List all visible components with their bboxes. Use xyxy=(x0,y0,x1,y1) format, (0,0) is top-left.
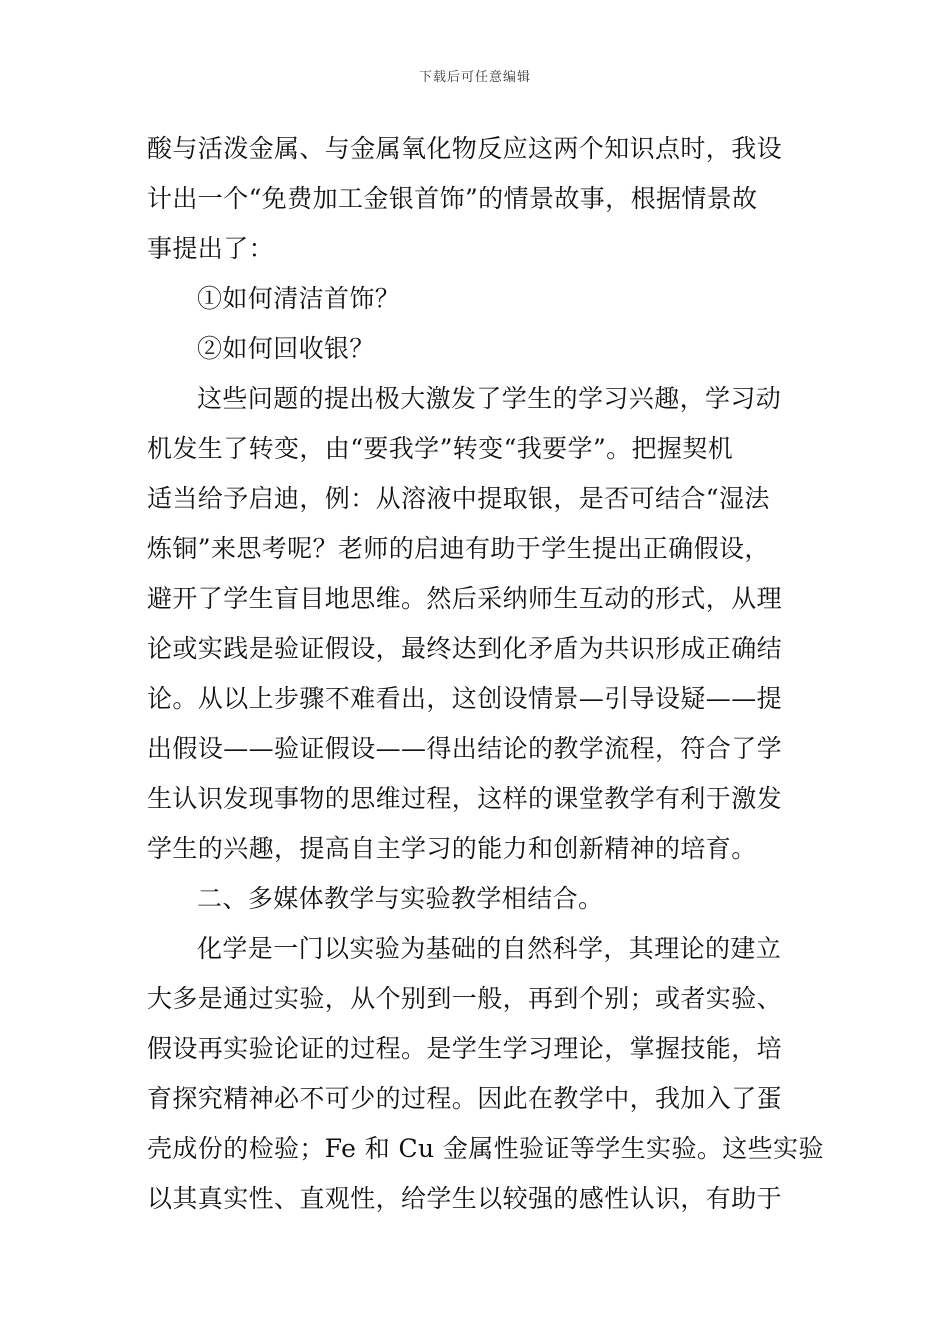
text-line: 适当给予启迪，例：从溶液中提取银，是否可结合“湿法 xyxy=(147,484,770,513)
text-line: 避开了学生盲目地思维。然后采纳师生互动的形式，从理 xyxy=(147,584,783,613)
text-line: 假设再实验论证的过程。是学生学习理论，掌握技能，培 xyxy=(147,1034,783,1063)
text-line: 以其真实性、直观性，给学生以较强的感性认识，有助于 xyxy=(147,1184,783,1213)
text-line: 生认识发现事物的思维过程，这样的课堂教学有利于激发 xyxy=(147,784,783,813)
text-line: 化学是一门以实验为基础的自然科学，其理论的建立 xyxy=(197,934,782,963)
text-line: 酸与活泼金属、与金属氧化物反应这两个知识点时，我设 xyxy=(147,134,783,163)
text-line: 出假设——验证假设——得出结论的教学流程，符合了学 xyxy=(147,734,783,763)
text-line: ①如何清洁首饰？ xyxy=(197,284,401,313)
text-line: 炼铜”来思考呢？老师的启迪有助于学生提出正确假设， xyxy=(147,534,770,563)
text-line: 壳成份的检验；Fe 和 Cu 金属性验证等学生实验。这些实验 xyxy=(147,1134,824,1163)
page-header: 下载后可任意编辑 xyxy=(418,70,531,85)
section-heading: 二、多媒体教学与实验教学相结合。 xyxy=(197,884,604,913)
text-line: 机发生了转变，由“要我学”转变“我要学”。把握契机 xyxy=(147,434,734,463)
text-line: 事提出了： xyxy=(147,234,275,263)
text-line: 论或实践是验证假设，最终达到化矛盾为共识形成正确结 xyxy=(147,634,783,663)
text-line: 育探究精神必不可少的过程。因此在教学中，我加入了蛋 xyxy=(147,1084,783,1113)
text-line: 学生的兴趣，提高自主学习的能力和创新精神的培育。 xyxy=(147,834,757,863)
text-line: 计出一个“免费加工金银首饰”的情景故事，根据情景故 xyxy=(147,184,758,213)
text-line: 大多是通过实验，从个别到一般，再到个别；或者实验、 xyxy=(147,984,783,1013)
text-line: 论。从以上步骤不难看出，这创设情景—引导设疑——提 xyxy=(147,684,783,713)
text-line: 这些问题的提出极大激发了学生的学习兴趣，学习动 xyxy=(197,384,782,413)
text-line: ②如何回收银？ xyxy=(197,334,375,363)
